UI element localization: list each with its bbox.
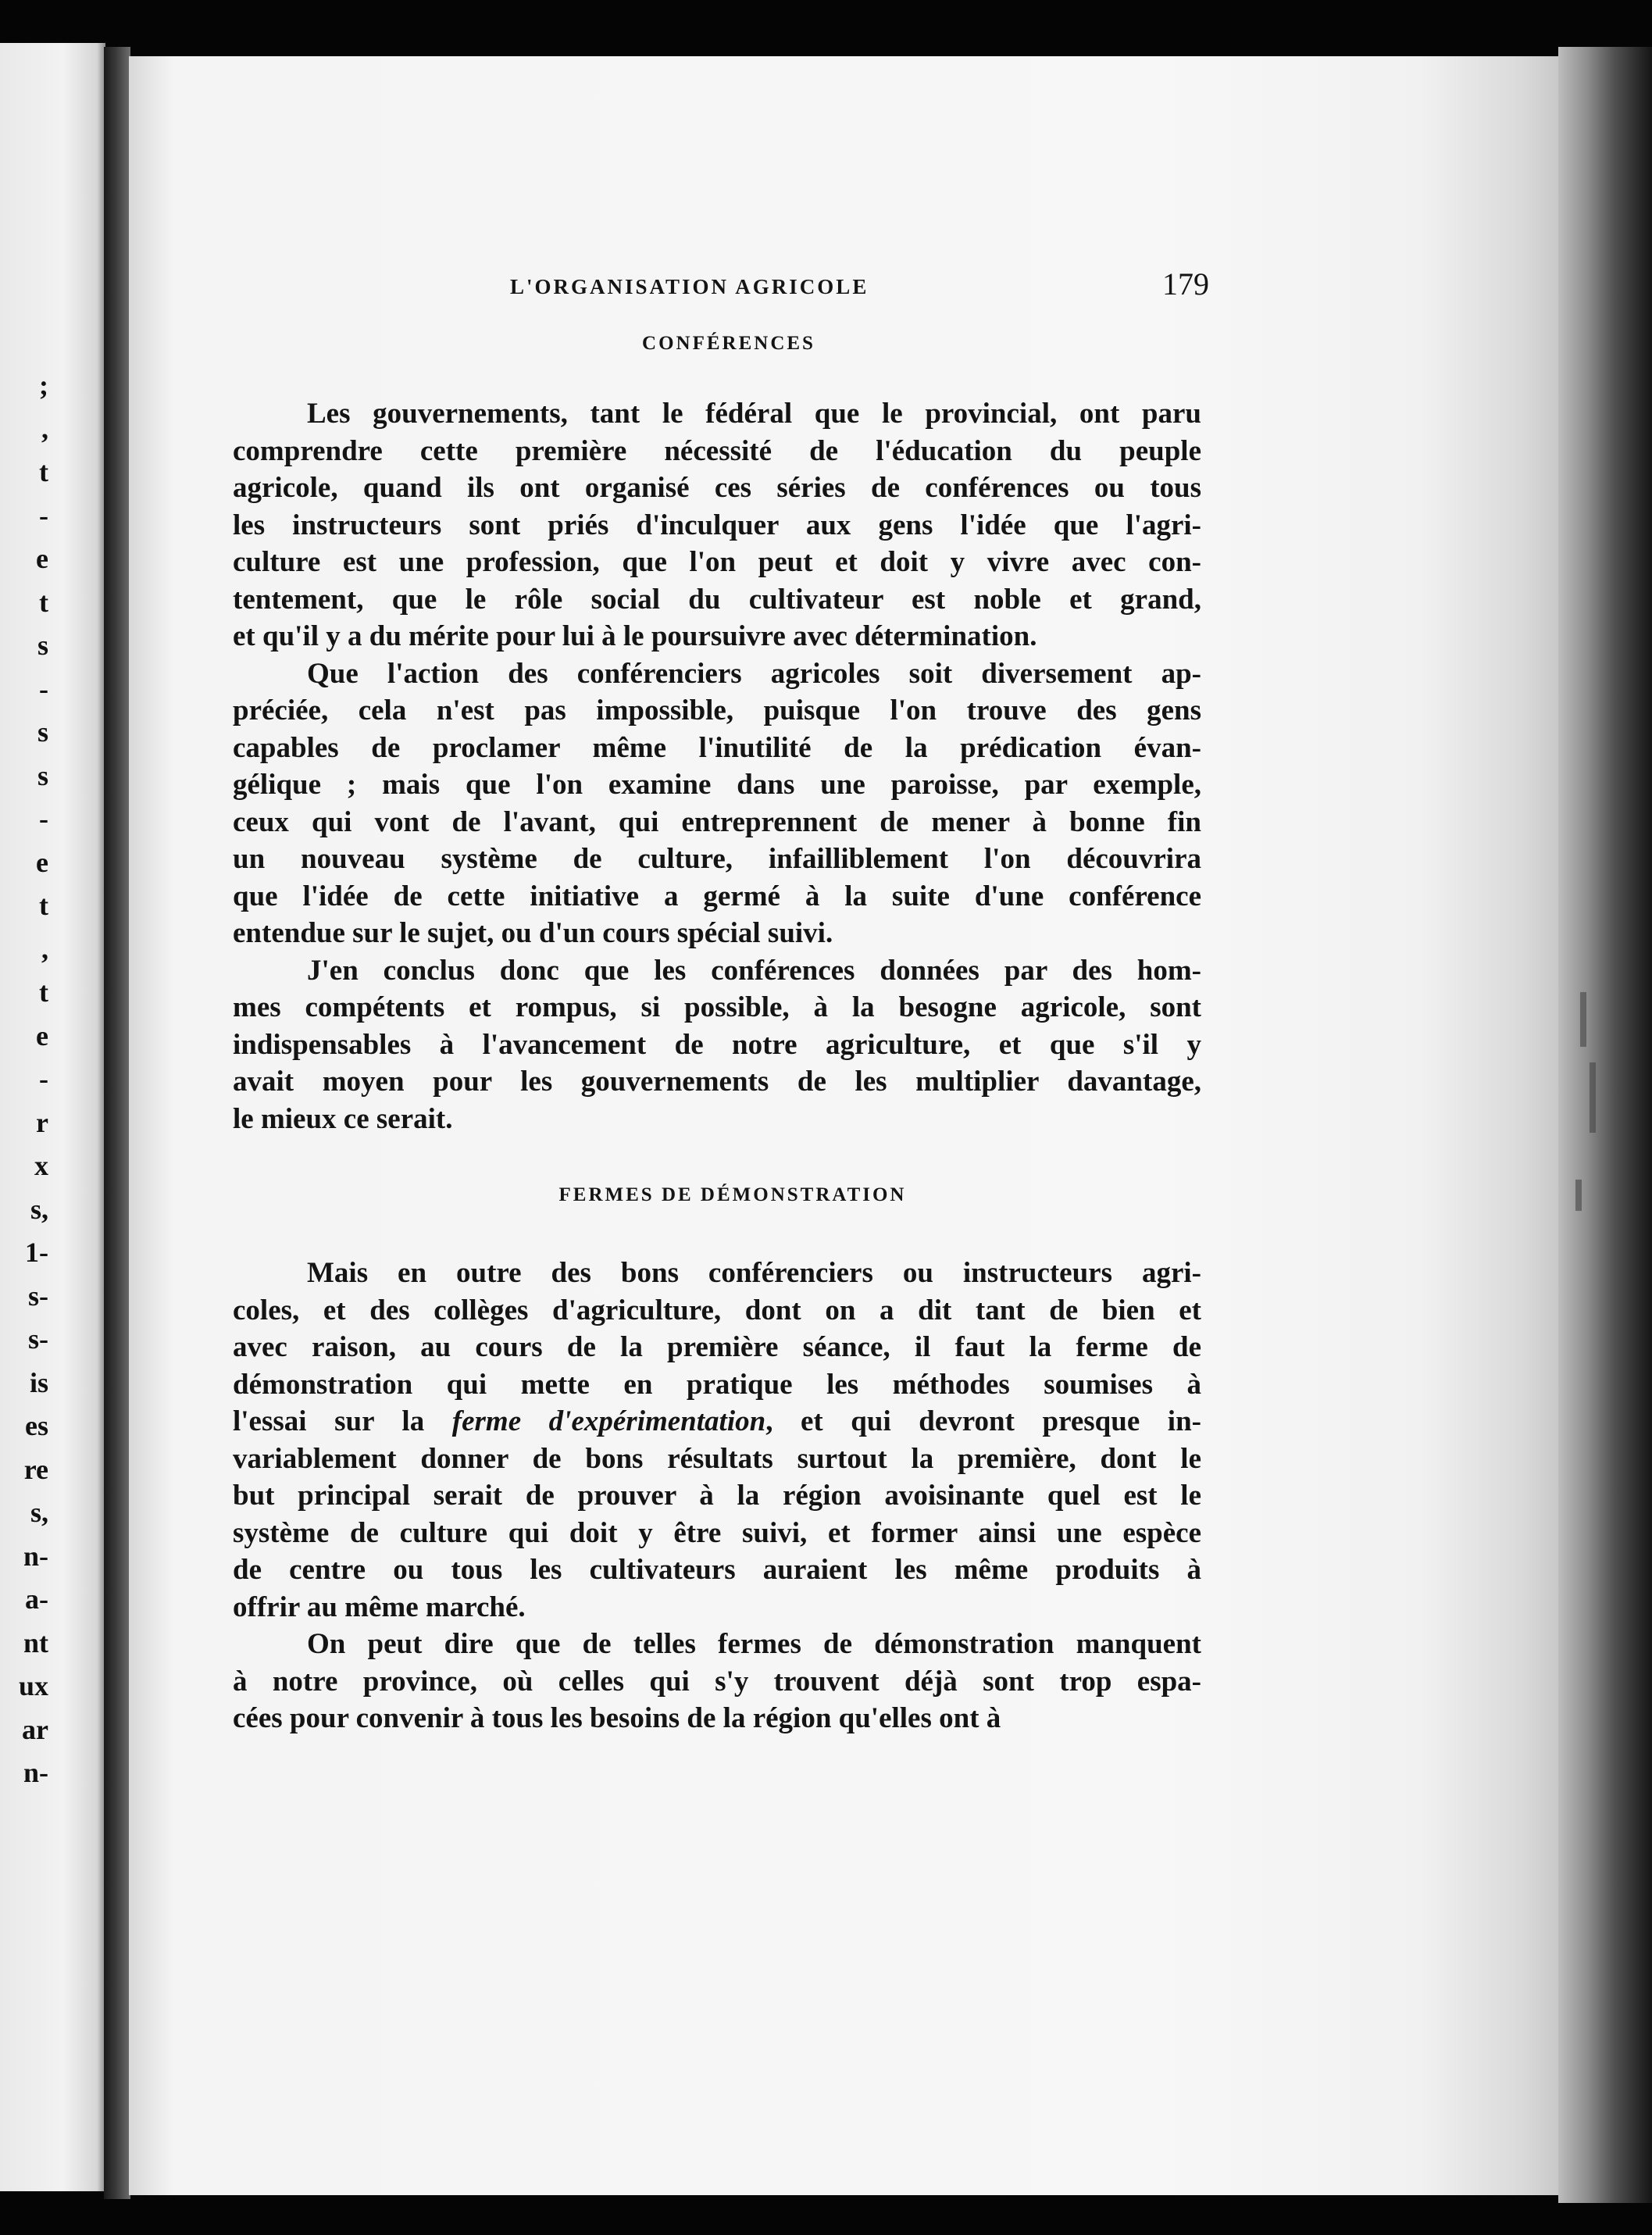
text-line: système de culture qui doit y être suivi, et former ainsi une espèce (233, 1516, 1201, 1549)
left-margin-fragment: - (39, 803, 48, 834)
text-line: et qu'il y a du mérite pour lui à le poursuivre avec détermination. (233, 620, 1037, 652)
text-line: capables de proclamer même l'inutilité de la prédication évan- (233, 731, 1201, 764)
left-margin-fragment: re (23, 1453, 48, 1485)
text-line: entendue sur le sujet, ou d'un cours spécial suivi. (233, 917, 833, 949)
left-margin-fragment: , (41, 933, 48, 965)
text-line: J'en conclus donc que les conférences données par des hom- (307, 954, 1201, 987)
section-fermes-body (233, 1255, 1201, 1737)
left-margin-fragment: s- (28, 1280, 48, 1312)
left-page-edge (0, 43, 105, 2191)
text-line: démonstration qui mette en pratique les méthodes soumises à (233, 1368, 1201, 1401)
left-margin-fragment: - (39, 1063, 48, 1094)
text-line: mes compétents et rompus, si possible, à la besogne agricole, sont (233, 991, 1201, 1023)
left-margin-fragment: s (37, 630, 48, 661)
edge-mark (1580, 992, 1586, 1047)
left-margin-fragment: n- (23, 1757, 48, 1788)
left-margin-fragment: - (39, 673, 48, 705)
left-margin-fragment: t (39, 890, 48, 921)
left-margin-fragment: ar (22, 1713, 48, 1745)
paragraph (233, 1626, 1201, 1737)
running-head (233, 266, 1209, 312)
text-line: offrir au même marché. (233, 1591, 526, 1623)
paragraph (233, 655, 1201, 952)
text-line: avec raison, au cours de la première séance, il faut la ferme de (233, 1331, 1201, 1363)
book-gutter (104, 47, 130, 2199)
left-margin-fragment: s- (28, 1323, 48, 1355)
section-conferences-body (233, 395, 1201, 1137)
text-line: agricole, quand ils ont organisé ces séries de conférences ou tous (233, 472, 1201, 504)
left-margin-fragment: - (39, 499, 48, 531)
left-margin-fragment: s (37, 716, 48, 748)
text-line: coles, et des collèges d'agriculture, dont on a dit tant de bien et (233, 1294, 1201, 1326)
left-margin-fragment: e (36, 543, 48, 574)
edge-mark (1575, 1180, 1582, 1211)
left-margin-fragment: is (29, 1366, 48, 1398)
left-margin-fragment: ; (39, 370, 48, 401)
running-title: L'ORGANISATION AGRICOLE (510, 275, 869, 298)
left-margin-fragment: s, (30, 1193, 48, 1225)
page-content (233, 266, 1209, 1737)
left-margin-fragment: t (39, 456, 48, 487)
text-line: à notre province, où celles qui s'y trouvent déjà sont trop espa- (233, 1665, 1201, 1698)
left-margin-fragment: x (34, 1150, 48, 1181)
left-margin-fragment: es (25, 1410, 48, 1441)
section-heading-fermes-de-demonstration: FERMES DE DÉMONSTRATION (558, 1184, 907, 1205)
text-line: de centre ou tous les cultivateurs auraient les même produits à (233, 1554, 1201, 1586)
text-line: On peut dire que de telles fermes de démonstration manquent (307, 1628, 1201, 1660)
text-line: les instructeurs sont priés d'inculquer aux gens l'idée que l'agri- (233, 509, 1201, 541)
text-line: indispensables à l'avancement de notre agriculture, et que s'il y (233, 1028, 1201, 1061)
left-margin-fragment: nt (23, 1626, 48, 1658)
text-line: que l'idée de cette initiative a germé à la suite d'une conférence (233, 880, 1201, 912)
text-line: le mieux ce serait. (233, 1102, 453, 1135)
text-line: Les gouvernements, tant le fédéral que le provincial, ont paru (307, 398, 1201, 430)
left-margin-fragment: t (39, 586, 48, 618)
text-line: tentement, que le rôle social du cultivateur est noble et grand, (233, 583, 1201, 616)
left-margin-fragment: t (39, 976, 48, 1008)
left-margin-fragment: a- (25, 1583, 48, 1615)
text-line: un nouveau système de culture, infailliblement l'on découvrira (233, 843, 1201, 875)
left-margin-fragment: e (36, 1019, 48, 1051)
paragraph (233, 952, 1201, 1138)
text-line: comprendre cette première nécessité de l'éducation du peuple (233, 434, 1201, 467)
text-line: but principal serait de prouver à la région avoisinante quel est le (233, 1480, 1201, 1512)
left-margin-fragment: e (36, 846, 48, 878)
text-line: avait moyen pour les gouvernements de les multiplier davantage, (233, 1066, 1201, 1098)
text-line: l'essai sur la ferme d'expérimentation, et qui devront presque in- (233, 1405, 1201, 1437)
text-line: préciée, cela n'est pas impossible, puisque l'on trouve des gens (233, 694, 1201, 727)
text-line: gélique ; mais que l'on examine dans une paroisse, par exemple, (233, 769, 1201, 801)
text-line: ceux qui vont de l'avant, qui entreprennent de mener à bonne fin (233, 805, 1201, 838)
text-line: variablement donner de bons résultats surtout la première, dont le (233, 1442, 1201, 1475)
text-line: Mais en outre des bons conférenciers ou instructeurs agri- (307, 1257, 1201, 1289)
left-margin-fragment: ux (18, 1670, 48, 1701)
left-margin-fragment: 1- (25, 1237, 48, 1268)
page-stack-edge (1558, 47, 1652, 2203)
page-number: 179 (1162, 266, 1209, 302)
left-margin-fragment: s, (30, 1497, 48, 1528)
left-margin-fragment: n- (23, 1540, 48, 1572)
left-margin-fragment: , (41, 412, 48, 445)
text-line: cées pour convenir à tous les besoins de la région qu'elles ont à (233, 1702, 1001, 1734)
paragraph (233, 1255, 1201, 1626)
text-line: culture est une profession, que l'on peut et doit y vivre avec con- (233, 546, 1201, 578)
left-margin-fragment: r (36, 1106, 48, 1138)
section-heading-conferences: CONFÉRENCES (642, 333, 815, 354)
paragraph (233, 395, 1201, 655)
text-line: Que l'action des conférenciers agricoles soit diversement ap- (307, 657, 1201, 690)
edge-mark (1590, 1062, 1596, 1133)
left-margin-fragment: s (37, 759, 48, 791)
